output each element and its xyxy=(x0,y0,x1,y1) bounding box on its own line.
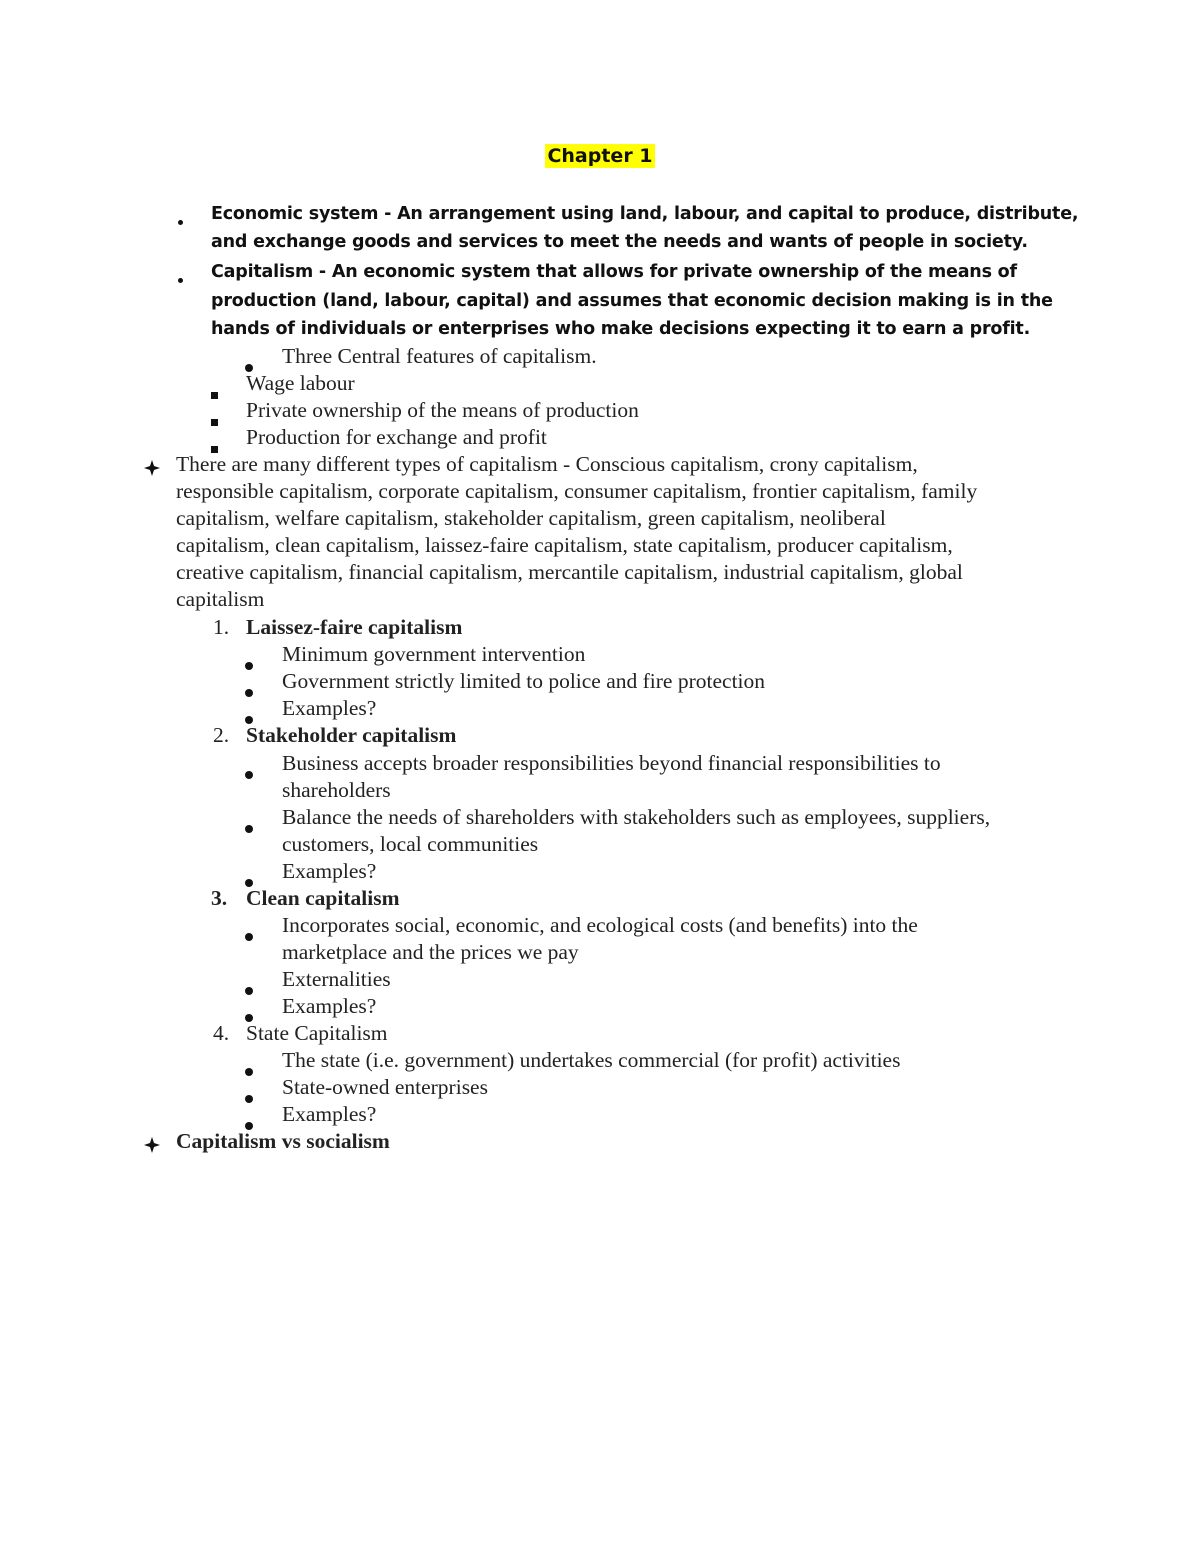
point-text: Government strictly limited to police and fire protection xyxy=(282,669,766,693)
title-block xyxy=(0,141,1200,171)
paragraph-line: creative capitalism, financial capitalism, mercantile capitalism, industrial capitalism, global xyxy=(176,560,963,584)
point-text: Minimum government intervention xyxy=(282,642,586,666)
dot-bullet-icon xyxy=(245,922,253,947)
type-name: Clean capitalism xyxy=(246,886,400,910)
feature-text: Wage labour xyxy=(246,371,355,395)
page-title: Chapter 1 xyxy=(547,145,653,167)
point-text: Examples? xyxy=(282,859,377,883)
diamond-bullet-icon xyxy=(144,1134,160,1159)
point-text: Balance the needs of shareholders with stakeholders such as employees, suppliers, xyxy=(282,805,991,829)
point-text: The state (i.e. government) undertakes commercial (for profit) activities xyxy=(282,1048,901,1072)
type-name: Laissez-faire capitalism xyxy=(246,615,463,639)
feature-text: Private ownership of the means of production xyxy=(246,398,639,422)
point-text: Externalities xyxy=(282,967,391,991)
paragraph-line: There are many different types of capitalism - Conscious capitalism, crony capitalism, xyxy=(176,452,918,476)
type-number: 1. xyxy=(213,615,230,639)
diamond-bullet-icon xyxy=(144,457,160,482)
paragraph-line: capitalism xyxy=(176,587,265,611)
definition-line: Capitalism - An economic system that allows for private ownership of the means of xyxy=(211,262,1017,282)
point-text: Examples? xyxy=(282,696,377,720)
bullet-icon xyxy=(178,210,183,230)
dot-bullet-icon xyxy=(245,651,253,676)
point-text: Examples? xyxy=(282,1102,377,1126)
bullet-icon xyxy=(178,268,183,288)
dot-bullet-icon xyxy=(245,1084,253,1109)
type-number: 4. xyxy=(213,1021,230,1045)
point-text: Examples? xyxy=(282,994,377,1018)
dot-bullet-icon xyxy=(245,678,253,703)
dot-bullet-icon xyxy=(245,814,253,839)
definition-line: and exchange goods and services to meet the needs and wants of people in society. xyxy=(211,232,1028,252)
features-intro-text: Three Central features of capitalism. xyxy=(282,344,597,368)
square-bullet-icon xyxy=(211,407,218,432)
dot-bullet-icon xyxy=(245,1057,253,1082)
definition-line: Economic system - An arrangement using land, labour, and capital to produce, distribute, xyxy=(211,204,1079,224)
closing-heading-text: Capitalism vs socialism xyxy=(176,1129,390,1153)
type-name: Stakeholder capitalism xyxy=(246,723,457,747)
dot-bullet-icon xyxy=(245,760,253,785)
point-text: marketplace and the prices we pay xyxy=(282,940,579,964)
type-number: 3. xyxy=(211,886,228,910)
point-text: shareholders xyxy=(282,778,391,802)
square-bullet-icon xyxy=(211,380,218,405)
definition-line: hands of individuals or enterprises who make decisions expecting it to earn a profit. xyxy=(211,319,1031,339)
paragraph-line: responsible capitalism, corporate capitalism, consumer capitalism, frontier capitalism, family xyxy=(176,479,978,503)
dot-bullet-icon xyxy=(245,976,253,1001)
point-text: customers, local communities xyxy=(282,832,539,856)
type-number: 2. xyxy=(213,723,230,747)
point-text: State-owned enterprises xyxy=(282,1075,488,1099)
definition-line: production (land, labour, capital) and assumes that economic decision making is in the xyxy=(211,290,1053,311)
point-text: Business accepts broader responsibilities beyond financial responsibilities to xyxy=(282,751,941,775)
paragraph-line: capitalism, clean capitalism, laissez-faire capitalism, state capitalism, producer capitalism, xyxy=(176,533,953,557)
type-name: State Capitalism xyxy=(246,1021,388,1045)
paragraph-line: capitalism, welfare capitalism, stakeholder capitalism, green capitalism, neoliberal xyxy=(176,506,886,530)
point-text: Incorporates social, economic, and ecological costs (and benefits) into the xyxy=(282,913,918,937)
feature-text: Production for exchange and profit xyxy=(246,425,547,449)
